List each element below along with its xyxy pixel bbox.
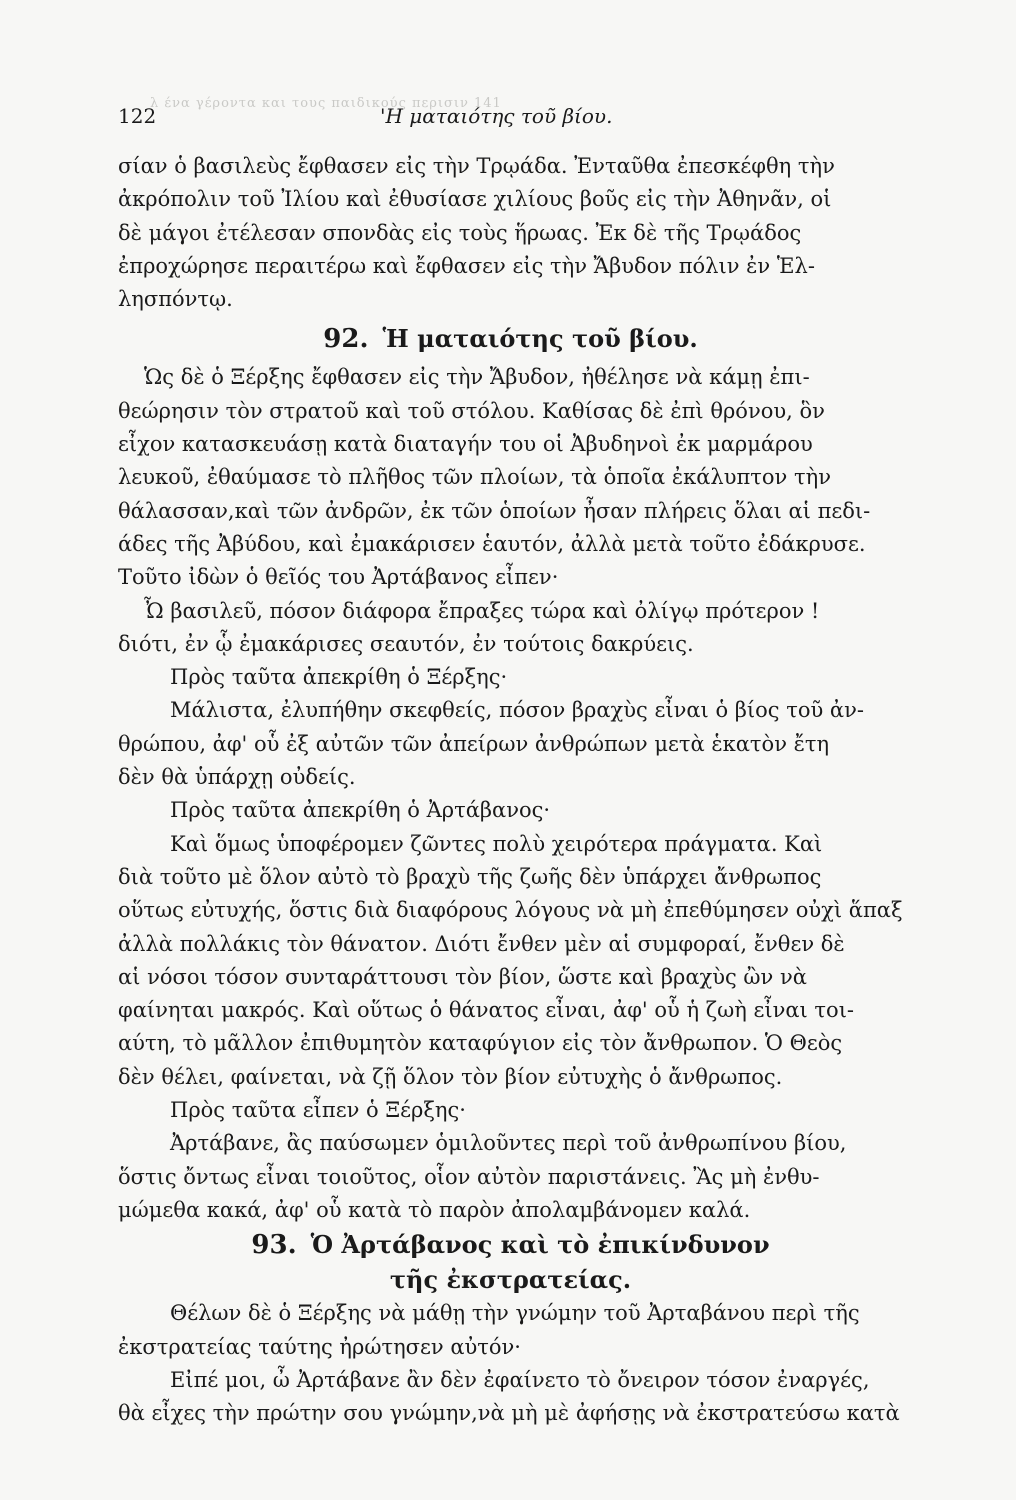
section-number: 92. [323,324,369,355]
text-line: Καὶ ὅμως ὑποφέρομεν ζῶντες πολὺ χειρότερα πράγματα. Καὶ [170,831,823,856]
text-line: Τοῦτο ἰδὼν ὁ θεῖός του Ἀρτάβανος εἶπεν· [118,565,559,590]
page-number: 122 [118,104,157,128]
text-line: δὲν θέλει, φαίνεται, νὰ ζῇ ὅλον τὸν βίον εὐτυχὴς ὁ ἄνθρωπος. [118,1064,783,1089]
text-line: φαίνηται μακρός. Καὶ οὕτως ὁ θάνατος εἶναι, ἀφ' οὗ ἡ ζωὴ εἶναι τοι- [118,998,855,1023]
text-line: ἐπροχώρησε περαιτέρω καὶ ἔφθασεν εἰς τὴν Ἄβυδον πόλιν ἐν Ἑλ- [118,253,815,278]
text-line: δὲ μάγοι ἐτέλεσαν σπονδὰς εἰς τοὺς ἥρωας. Ἐκ δὲ τῆς Τρῳάδος [118,220,802,245]
section-title: Ὁ Ἀρτάβανος καὶ τὸ ἐπικίνδυνον [310,1230,770,1260]
page-header [118,104,638,134]
text-line: λευκοῦ, ἐθαύμασε τὸ πλῆθος τῶν πλοίων, τὰ ὁποῖα ἐκάλυπτον τὴν [118,465,831,490]
text-line: ἀλλὰ πολλάκις τὸν θάνατον. Διότι ἔνθεν μὲν αἱ συμφοραί, ἔνθεν δὲ [118,931,845,956]
section-heading-93-cont: τῆς ἐκστρατείας. [389,1265,632,1295]
text-line: ἀκρόπολιν τοῦ Ἰλίου καὶ ἐθυσίασε χιλίους βοῦς εἰς τὴν Ἀθηνᾶν, οἱ [118,187,832,212]
section-heading-92 [118,316,903,361]
text-line: λησπόντῳ. [118,287,233,312]
text-line: διότι, ἐν ᾧ ἐμακάρισες σεαυτόν, ἐν τούτοις δακρύεις. [118,631,694,656]
text-line: θὰ εἶχες τὴν πρώτην σου γνώμην,νὰ μὴ μὲ ἀφήσῃς νὰ ἐκστρατεύσω κατὰ [118,1401,900,1426]
text-line: δὲν θὰ ὑπάρχῃ οὐδείς. [118,765,356,790]
section-heading-93 [118,1227,903,1262]
text-line: αἱ νόσοι τόσον συνταράττουσι τὸν βίον, ὥστε καὶ βραχὺς ὢν νὰ [118,964,807,989]
text-line: μώμεθα κακά, ἀφ' οὗ κατὰ τὸ παρὸν ἀπολαμβάνομεν καλά. [118,1197,751,1222]
text-line: οὕτως εὐτυχής, ὅστις διὰ διαφόρους λόγους νὰ μὴ ἐπεθύμησεν οὐχὶ ἅπαξ [118,898,903,923]
text-line: αύτη, τὸ μᾶλλον ἐπιθυμητὸν καταφύγιον εἰς τὸν ἄνθρωπον. Ὁ Θεὸς [118,1031,843,1056]
text-line: Πρὸς ταῦτα ἀπεκρίθη ὁ Ξέρξης· [170,665,508,690]
text-line: Θέλων δὲ ὁ Ξέρξης νὰ μάθῃ τὴν γνώμην τοῦ Ἀρταβάνου περὶ τῆς [170,1301,860,1326]
section-title: Ἡ ματαιότης τοῦ βίου. [382,324,698,354]
text-line: Μάλιστα, ἐλυπήθην σκεφθείς, πόσον βραχὺς εἶναι ὁ βίος τοῦ ἀν- [170,698,864,723]
text-line: Ὦ βασιλεῦ, πόσον διάφορα ἔπραξες τώρα καὶ ὀλίγῳ πρότερον ! [144,598,820,623]
text-line: Εἰπέ μοι, ὦ Ἀρτάβανε ἂν δὲν ἐφαίνετο τὸ ὄνειρον τόσον ἐναργές, [170,1367,870,1392]
text-line: Πρὸς ταῦτα εἶπεν ὁ Ξέρξης· [170,1098,466,1123]
text-line: ὅστις ὄντως εἶναι τοιοῦτος, οἷον αὐτὸν παριστάνεις. Ἂς μὴ ἐνθυ- [118,1164,820,1189]
text-line: σίαν ὁ βασιλεὺς ἔφθασεν εἰς τὴν Τρῳάδα. Ἐνταῦθα ἐπεσκέφθη τὴν [118,154,835,178]
page-text [118,150,903,1430]
text-line: θάλασσαν,καὶ τῶν ἀνδρῶν, ἐκ τῶν ὁποίων ἦσαν πλήρεις ὅλαι αἱ πεδι- [118,498,871,523]
text-line: Ὡς δὲ ὁ Ξέρξης ἔφθασεν εἰς τὴν Ἄβυδον, ἠθέλησε νὰ κάμῃ ἐπι- [144,365,810,390]
text-line: διὰ τοῦτο μὲ ὅλον αὐτὸ τὸ βραχὺ τῆς ζωῆς δὲν ὑπάρχει ἄνθρωπος [118,864,822,889]
text-line: Πρὸς ταῦτα ἀπεκρίθη ὁ Ἀρτάβανος· [170,798,551,823]
bleed-through-text: λ ένα γέροντα και τους παιδικούς περισιν 141 [150,96,502,111]
text-line: εἶχον κατασκευάσῃ κατὰ διαταγήν του οἱ Ἀβυδηνοὶ ἐκ μαρμάρου [118,432,813,457]
text-line: άδες τῆς Ἀβύδου, καὶ ἐμακάρισεν ἑαυτόν, ἀλλὰ μετὰ τοῦτο ἐδάκρυσε. [118,531,866,556]
text-line: θεώρησιν τὸν στρατοῦ καὶ τοῦ στόλου. Καθίσας δὲ ἐπὶ θρόνου, ὃν [118,398,825,423]
text-line: Ἀρτάβανε, ἂς παύσωμεν ὁμιλοῦντες περὶ τοῦ ἀνθρωπίνου βίου, [170,1131,847,1156]
running-head: 'Η ματαιότης τοῦ βίου. [380,104,613,128]
text-line: ἐκστρατείας ταύτης ἠρώτησεν αὐτόν· [118,1334,521,1359]
text-line: θρώπου, ἀφ' οὗ ἐξ αὐτῶν τῶν ἀπείρων ἀνθρώπων μετὰ ἑκατὸν ἔτη [118,731,830,756]
section-number: 93. [251,1230,297,1261]
